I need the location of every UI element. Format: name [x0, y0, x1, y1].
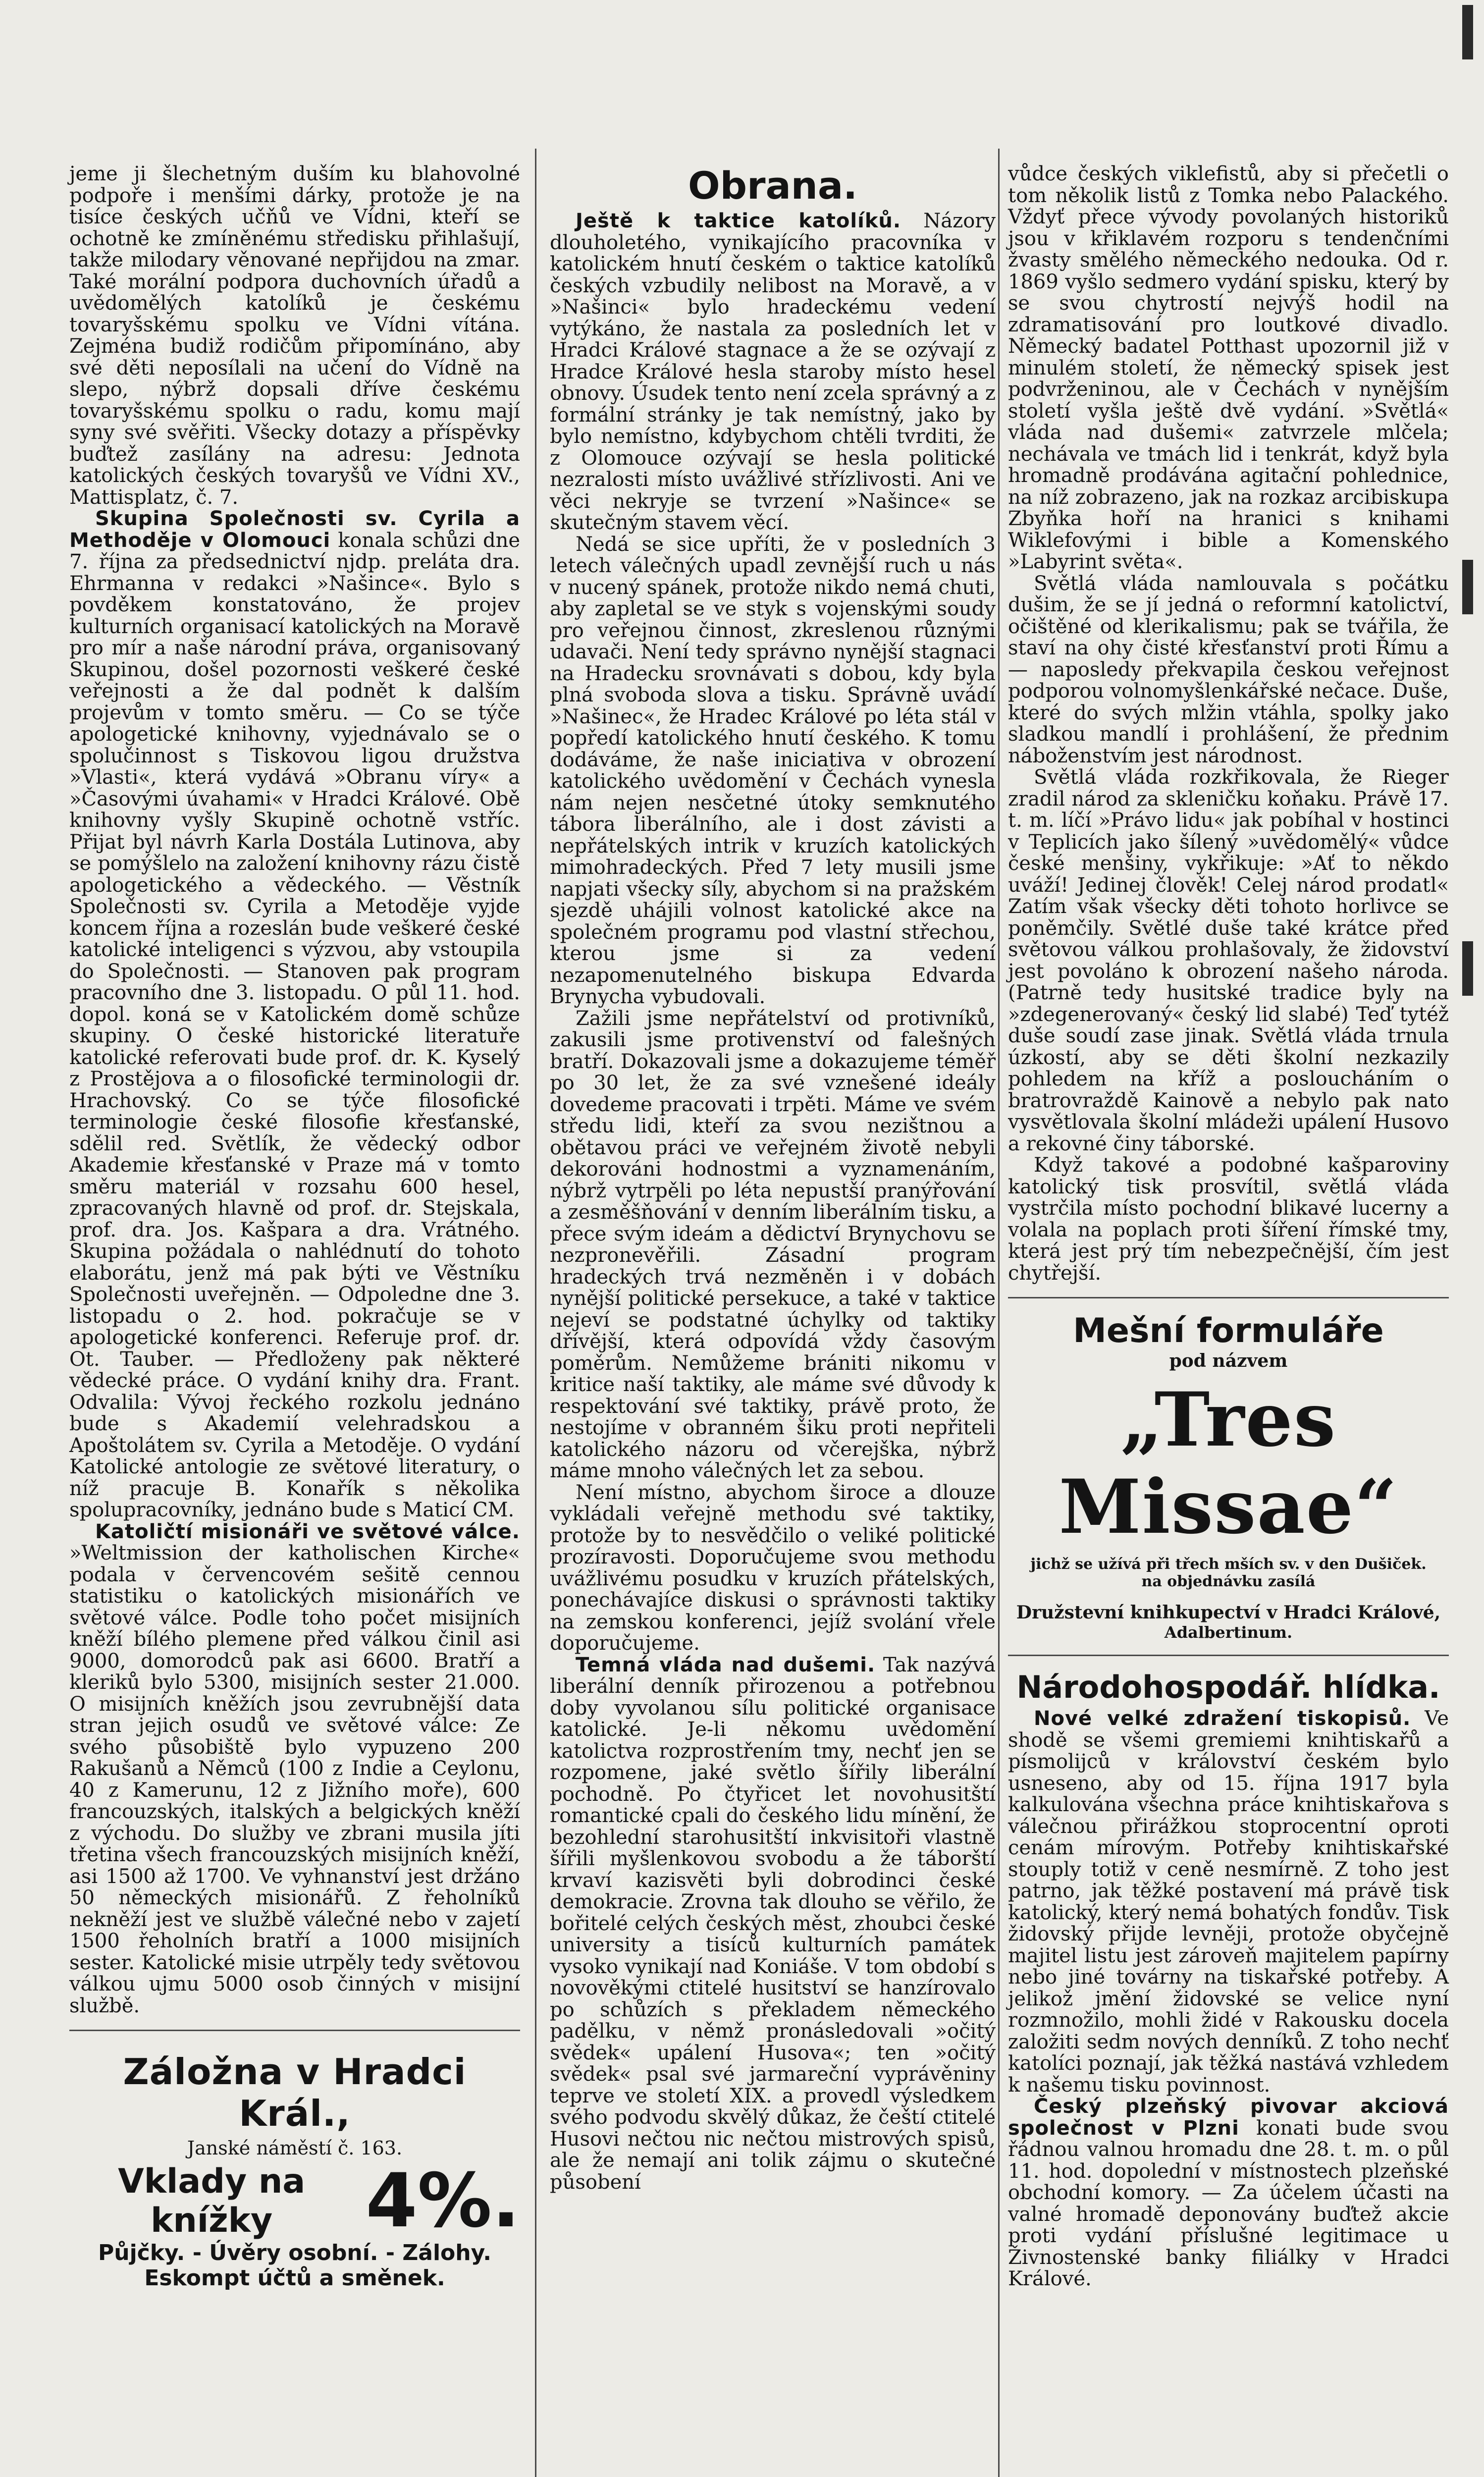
article-paragraph: Není místno, abychom široce a dlouze vykládali veřejně methodu své taktiky, protože by to nesvědčilo o veliké politické prozíravosti. Doporučujeme svou methodu uvážlivému posudku v kruzích přátelských, ponechávajíce diskusi o správnosti taktiky na zemskou konferenci, jejíž svolání vřele doporučujeme. [550, 1481, 996, 1655]
article-paragraph: Světlá vláda rozkřikovala, že Rieger zradil národ za skleničku koňaku. Právě 17. t. m. líčí »Právo lidu« jak pobíhal v hostinci v Teplicích jako šílený »uvědomělý« vůdce české menšiny, vykřikuje: »Ať to někdo uváží! Jedinej člověk! Celej národ prodatl« Zatím však všecky děti tohoto horlivce se poněmčily. Světlé duše také krátce před světovou válkou prohlašovaly, že židovství jest povoláno k obrození našeho národa. (Patrně tedy husitské tradice byly na »zdegenerovaný« český lid slabé) Teď tytéž duše soudí zase jinak. Světlá vláda trnula úzkostí, aby se děti školní nezkazily pohledem na kříž a posloucháním o bratrovraždě Kainově a nebylo pak nato vysvětlovala školní mládeži upálení Husovo a rekovné činy táborské. [1008, 766, 1449, 1155]
column-rule-right [998, 149, 1000, 2477]
ad-description: jichž se užívá při třech mších sv. v den Dušiček. [1030, 1556, 1427, 1573]
ad-deposit-label: Vklady na knížky [118, 2162, 306, 2240]
article-body: Ve shodě se všemi gremiemi knihtiskařů a písmolijců v království českém bylo usneseno, aby od 15. října 1917 byla kalkulována všechna práce knihtiskařova s válečnou přirážkou stoprocentní oproti cenám mírovým. Potřeby knihtiskařské stouply totiž v ceně nesmírně. Z toho jest patrno, jak těžké postavení má právě tisk katolický, který nemá bohatých fondův. Tisk židovský přijde levněji, protože obyčejně majitel listu jest zároveň majitelem papírny nebo jiné továrny na tiskařské potřeby. A jelikož jmění židovské se velice nyní rozmnožilo, mohli židé v Rakousku docela založiti sedm nových denníků. Z toho nechť katolíci poznají, jak těžká nastává vzhledem k našemu tisku povinnost. [1008, 1707, 1449, 2097]
page-edge-mark [1462, 560, 1473, 614]
article-skupina [69, 508, 520, 1521]
section-title-narodohospodar: Národohospodář. hlídka. [1016, 1669, 1440, 1705]
article-continuation: jeme ji šlechetným duším ku blahovolné podpoře i menšími dárky, protože je na tisíce českých učňů ve Vídni, kteří se ochotně ke zmíněnému středisku přihlašují, takže milodary věnované nepřijdou na zmar. Také morální podpora duchovních úřadů a uvědomělých katolíků je českému tovaryšskému spolku ve Vídni vítána. Zejména budiž rodičům připomínáno, aby své děti neposílali na učení do Vídně na slepo, nýbrž dopsali dříve českému tovaryšskému spolku o radu, komu mají syny své svěřiti. Všecky dotazy a příspěvky buďtež zasílány na adresu: Jednota katolických českých tovaryšů ve Vídni XV., Mattisplatz, č. 7. [69, 162, 520, 509]
advertisement-zalozna [69, 2051, 520, 2291]
page-edge-mark [1462, 941, 1473, 996]
ad-product-name: „Tres Missae“ [1059, 1376, 1398, 1551]
column-rule-left [535, 149, 536, 2477]
page-edge-mark [1462, 5, 1473, 59]
ad-address: Janské náměstí č. 163. [187, 2137, 403, 2159]
divider [1008, 1655, 1449, 1656]
article-taktika [550, 211, 996, 534]
article-continuation: vůdce českých viklefistů, aby si přečetli o tom několik listů z Tomka nebo Palackého. Vždyť přece vývody povolaných historiků jsou v křiklavém rozporu s tendenčními žvasty smělého německého nedouka. Od r. 1869 vyšlo sedmero vydání spisku, který by se svou chytrostí nejvýš hodil na zdramatisování pro loutkové divadlo. Německý badatel Potthast upozornil již v minulém století, že německý spisek jest podvrženinou, ale v Čechách v nynějším století vyšla ještě dvě vydání. »Světlá« vláda nad dušemi« zatvrzele mlčela; nechávala ve tmách lid i tenkrát, když byla hromadně prodávána agitační pohlednice, na níž zobrazeno, jak na rozkaz arcibiskupa Zbyňka hoří na hranici s knihami Wiklefovými i bible a Komenského »Labyrint světa«. [1008, 162, 1449, 573]
article-body: konati bude svou řádnou valnou hromadu dne 28. t. m. o půl 11. hod. dopolední v místnostech plzeňské obchodní komory. — Za účelem účasti na valné hromadě deponovány buďtež akcie proti vydání příslušné legitimace u Živnostenské banky filiálky v Hradci Králové. [1008, 2116, 1449, 2290]
ad-order-note: na objednávku zasílá [1141, 1573, 1316, 1590]
article-zdrazeni [1008, 1708, 1449, 2096]
article-misionari [69, 1521, 520, 2017]
article-paragraph: Zažili jsme nepřátelství od protivníků, zakusili jsme protivenství od falešných bratří. Dokazovali jsme a dokazujeme téměř po 30 let, že za své vznešené ideály dovedeme pracovati i trpěti. Máme ve svém středu lidi, kteří za svou nezištnou a obětavou práci ve veřejném životě nebyli dekorováni hodnostmi a vyznamenáním, nýbrž vytrpěli po léta nepustší pranýřování a zesměšňování v denním liberálním tisku, a přece svým ideám a dědictví Brynychovu se nezpronevěřili. Zásadní program hradeckých trvá nezměněn i v dobách nynější politické persekuce, a také v taktice nejeví se podstatné úchylky od taktiky dřívější, která odpovídá vždy časovým poměrům. Nemůžeme brániti nikomu v kritice naší taktiky, ale máme své důvody k respektování své taktiky, právě proto, že nestojíme v obranném šiku proti nepřiteli katolického názoru od včerejška, nýbrž máme mnoho válečných let za sebou. [550, 1007, 996, 1482]
ad-title: Záložna v Hradci Král., [123, 2051, 467, 2134]
article-heading: Katoličtí misionáři ve světové válce. [95, 1520, 520, 1543]
ad-seller: Družstevní knihkupectví v Hradci Králové, [1016, 1602, 1441, 1623]
article-body: Tak nazývá liberální denník přirozenou a potřebnou doby vyvolanou sílu politické organisace katolické. Je-li někomu uvědomění katolictva rozprostřením tmy, nechť jen se rozpomene, jaké světlo šířily liberální pochodně. Po čtyřicet let novohusitští romantické cpali do českého lidu mínění, že bezohlední starohusitští inkvisitoři vlastně šířili myšlenkovou svobodu a že táborští krvaví kazisvěti byli dobrodinci české demokracie. Zrovna tak dlouho se věřilo, že bořitelé celých českých měst, zhoubci české university a tisíců kulturních památek vysoko vynikají nad Koniáše. V tom období s novověkými ctitelé husitství se hanzírovalo po schůzích s překladem německého padělku, v němž pronásledovali »očitý svědek« upálení Husova«; ten »očitý svědek« psal své jarmareční vyprávěniny teprve ve století XIX. a provedl výsledkem svého podvodu skvělý důkaz, že čeští ctitelé Husovi nečtou nic nečtou mistrových spisů, ale že nemají ani tolik zájmu o skutečné působení [550, 1653, 996, 2194]
article-paragraph: Nedá se sice upříti, že v posledních 3 letech válečných upadl zevnější ruch u nás v nucený spánek, protože nikdo nemá chuti, aby zapletal se ve styk s vojenskými soudy pro veřejnou činnost, zkreslenou různými udavači. Není tedy správno nynější stagnaci na Hradecku srovnávati s dobou, kdy byla plná svoboda slova a tisku. Správně uvádí »Našinec«, že Hradec Králové po léta stál v popředí katolického hnutí českého. K tomu dodáváme, že naše iniciativa v obrození katolického uvědomění v Čechách vynesla nám nejen nesčetné útoky semknutého tábora liberálního, ale i dost závisti a nepřátelských intrik v kruzích katolických mimohradeckých. Před 7 lety musili jsme napjati všecky síly, abychom si na pražském sjezdě uhájili volnost katolické akce na společném programu pod vlastní střechou, kterou jsme si za vedení nezapomenutelného biskupa Edvarda Brynycha vybudovali. [550, 533, 996, 1008]
article-heading: Nové velké zdražení tiskopisů. [1034, 1707, 1411, 1730]
article-body: »Weltmission der katholischen Kirche« podala v červencovém sešitě cennou statistiku o katolických misionářích ve světové válce. Podle toho počet misijních kněží bílého plemene před válkou činil asi 9000, domorodců pak asi 6600. Bratří a kleriků bylo 5300, misijních sester 21.000. O misijních kněžích jsou zevrubnější data stran jejich osudů ve světové válce: Ze svého působiště bylo vypuzeno 200 Rakušanů a Němců (100 z Indie a Ceylonu, 40 z Kamerunu, 12 z Jižního moře), 600 francouzských, italských a belgických kněží z východu. Do služby ve zbrani musila jíti třetina všech francouzských misijních kněží, asi 1500 až 1700. Ve vyhnanství jest držáno 50 německých misionářů. Z řeholníků nekněží jest ve službě válečné nebo v zajetí 1500 řeholních bratří a 1000 misijních sester. Katolické misie utrpěly tedy světovou válkou ujmu 5000 osob činných v misijní službě. [69, 1542, 520, 2017]
divider [69, 2030, 520, 2031]
ad-interest-rate: 4%. [366, 2158, 520, 2244]
article-heading: Ještě k taktice katolíků. [576, 210, 901, 232]
ad-services: Půjčky. - Úvěry osobní. - Zálohy. [98, 2240, 491, 2265]
article-paragraph: Světlá vláda namlouvala s počátku dušim, že se jí jedná o reformní katolictví, očištěné od klerikalismu; pak se tvářila, že staví na ohy čisté křesťanství proti Římu a — naposledy překvapila českou veřejnost podporou volnomyšlenkářské nečace. Duše, které do svých mlžin vtáhla, spolky jako sladkou mandlí i prohlášení, že přednim náboženstvím jest národnost. [1008, 572, 1449, 767]
section-title-obrana: Obrana. [688, 163, 858, 208]
divider [1008, 1297, 1449, 1298]
column-3 [1008, 163, 1449, 2290]
article-body: Názory dlouholetého, vynikajícího pracovníka v katolickém hnutí českém o taktice katolíků českých vzbudily nelibost na Moravě, a v »Našinci« bylo hradeckému vedení vytýkáno, že nastala za posledních let v Hradci Králové stagnace a že se ozývají z Hradce Králové hesla staroby místo hesel obnovy. Úsudek tento není zcela správný a z formální stránky je tak nemístný, jako by bylo nemístno, kdybychom chtěli tvrditi, že z Olomouce ozývají se hesla politické nezralosti místo uvážlivé střízlivosti. Ani ve věci nekryje se tvrzení »Našince« se skutečným stavem věcí. [550, 210, 996, 534]
article-paragraph: Když takové a podobné kašparoviny katolický tisk prosvítil, světlá vláda vystrčila místo pochodní blikavé lucerny a volala na poplach proti šíření římské tmy, která jest prý tím nebezpečnější, čím jest chytřejší. [1008, 1154, 1449, 1285]
article-heading: Skupina Společnosti sv. Cyrila a Methoděje v Olomouci [69, 507, 520, 552]
ad-title: Mešní formuláře [1073, 1311, 1384, 1350]
ad-seller-name: Adalbertinum. [1164, 1623, 1293, 1642]
column-2 [550, 163, 996, 2193]
ad-subtitle: pod názvem [1169, 1350, 1288, 1371]
ad-discount: Eskompt účtů a směnek. [144, 2265, 445, 2291]
article-heading: Český plzeňský pivovar akciová společnost v Plzni [1008, 2095, 1449, 2140]
article-vlada [550, 1655, 996, 2194]
article-pivovar [1008, 2096, 1449, 2290]
article-body: konala schůzi dne 7. října za předsednictví njdp. preláta dra. Ehrmanna v redakci »Našince«. Bylo s povděkem konstatováno, že projev kulturních organisací katolických na Moravě pro mír a naše národní práva, organisovaný Skupinou, došel pozornosti veškeré české veřejnosti a že dal podnět k dalším projevům v tomto směru. — Co se týče apologetické knihovny, vyjednávalo se o spolučinnost s Tiskovou ligou družstva »Vlasti«, která vydává »Obranu víry« a »Časovými úvahami« v Hradci Králové. Obě knihovny vyšly Skupině ochotně vstříc. Přijat byl návrh Karla Dostála Lutinova, aby se pomýšlelo na založení knihovny rázu čistě apologetického a vědeckého. — Věstník Společnosti sv. Cyrila a Metoděje vyjde koncem října a rozeslán bude veškeré české katolické inteligenci s výzvou, aby vstoupila do Společnosti. — Stanoven pak program pracovního dne 3. listopadu. O půl 11. hod. dopol. koná se v Katolickém domě schůze skupiny. O české historické literatuře katolické referovati bude prof. dr. K. Kyselý z Prostějova a o filosofické terminologii dr. Hrachovský. Co se týče filosofické terminologie české filosofie křesťanské, sdělil red. Světlík, že vědecký odbor Akademie křesťanské v Praze má v tomto směru materiál v rozsahu 600 hesel, zpracovaných hlavně od prof. dr. Stejskala, prof. dra. Jos. Kašpara a dra. Vrátného. Skupina požádala o nahlédnutí do tohoto elaborátu, jenž má pak býti ve Věstníku Společnosti uveřejněn. — Odpoledne dne 3. listopadu o 2. hod. pokračuje se v apologetické konferenci. Referuje prof. dr. Ot. Tauber. — Předloženy pak některé vědecké práce. O vydání knihy dra. Frant. Odvalila: Vývoj řeckého rozkolu jednáno bude s Akademií velehradskou a Apoštolátem sv. Cyrila a Metoděje. O vydání Katolické antologie ze světové literatury, o níž pracuje B. Konařík s několika spolupracovníky, jednáno bude s Maticí CM. [69, 529, 520, 1521]
ad-deposit-row [69, 2158, 520, 2244]
advertisement-tres-missae [1008, 1311, 1449, 1642]
article-heading: Temná vláda nad dušemi. [576, 1653, 876, 1676]
column-1 [69, 163, 520, 2291]
